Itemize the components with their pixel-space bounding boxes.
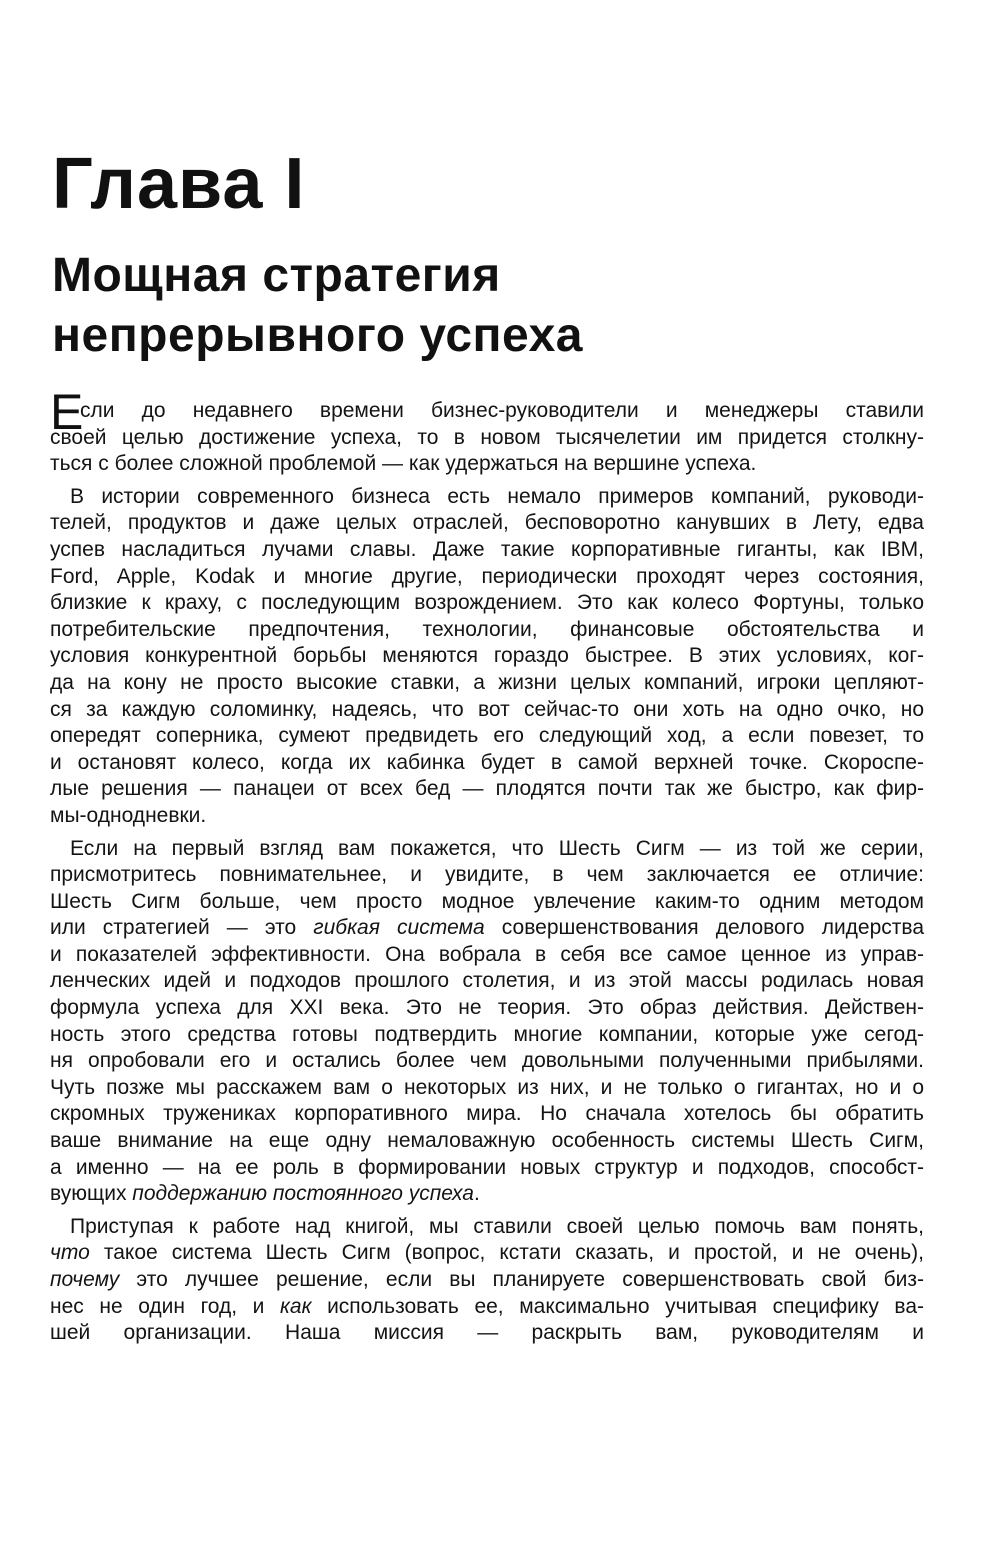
text-line: Чуть позже мы расскажем вам о некоторых из них, и не только о гигантах, но и о: [50, 1075, 924, 1099]
chapter-title-line: непрерывного успеха: [52, 309, 583, 362]
text-line: условия конкурентной борьбы меняются гораздо быстрее. В этих условиях, ког-: [50, 644, 924, 668]
text-line: Шесть Сигм больше, чем просто модное увлечение каким-то одним методом: [50, 889, 924, 913]
text-line: [50, 915, 924, 942]
text-line: да на кону не просто высокие ставки, а жизни целых компаний, игроки цепляют-: [50, 670, 924, 694]
emphasis: почему: [50, 1268, 120, 1291]
paragraph-2: [50, 484, 924, 830]
text-line: Если на первый взгляд вам покажется, что Шесть Сигм — из той же серии,: [70, 836, 924, 860]
text-line: ность этого средства готовы подтвердить многие компании, которые уже сегод-: [50, 1022, 924, 1046]
text-line: В истории современного бизнеса есть немало примеров компаний, руководи-: [70, 484, 924, 508]
text-line: скромных тружениках корпоративного мира. Но сначала хотелось бы обратить: [50, 1102, 924, 1126]
text-line: шей организации. Наша миссия — раскрыть вам, руководителям и: [50, 1321, 924, 1345]
text-line: мы-однодневки.: [50, 803, 207, 827]
text-line: Приступая к работе над книгой, мы ставили своей целью помочь вам понять,: [70, 1214, 924, 1238]
text-run: .: [473, 1182, 480, 1206]
text-run: совершенствования делового лидерства: [484, 916, 925, 940]
text-line: [50, 1240, 924, 1267]
text-run: это лучшее решение, если вы планируете совершенствовать свой биз-: [119, 1268, 924, 1291]
text-line: а именно — на ее роль в формировании новых структур и подходов, способст-: [50, 1155, 924, 1179]
text-line: потребительские предпочтения, технологии, финансовые обстоятельства и: [50, 617, 924, 641]
text-run: использовать ее, максимально учитывая специфику ва-: [311, 1294, 924, 1318]
text-line: лые решения — панацеи от всех бед — плодятся почти так же быстро, как фир-: [50, 777, 924, 801]
text-line: успев насладиться лучами славы. Даже такие корпоративные гиганты, как IBM,: [50, 537, 924, 561]
text-line: и показателей эффективности. Она вобрала в себя все самое ценное из управ-: [50, 942, 924, 966]
paragraph-3: [50, 836, 924, 1208]
text-line: [50, 1267, 924, 1294]
text-line: ленческих идей и подходов прошлого столетия, и из этой массы родилась новая: [50, 969, 924, 993]
drop-cap: Е: [50, 384, 84, 440]
paragraph-4: [50, 1214, 924, 1347]
paragraph-1: [50, 384, 924, 478]
text-line: близкие к краху, с последующим возрождением. Это как колесо Фортуны, только: [50, 591, 924, 615]
text-line: ться с более сложной проблемой — как удержаться на вершине успеха.: [50, 452, 757, 476]
emphasis: что: [50, 1241, 90, 1265]
text-run: такое система Шесть Сигм (вопрос, кстати сказать, и простой, и не очень),: [89, 1241, 924, 1265]
text-line: сли до недавнего времени бизнес-руководители и менеджеры ставили: [80, 399, 924, 422]
emphasis: как: [279, 1294, 312, 1318]
emphasis: гибкая система: [313, 916, 485, 940]
text-line: присмотритесь повнимательнее, и увидите, в чем заключается ее отличие:: [50, 863, 924, 887]
text-run: нес не один год, и: [50, 1294, 280, 1318]
text-line: опередят соперника, сумеют предвидеть его следующий ход, а если повезет, то: [50, 724, 924, 748]
chapter-title: [52, 246, 932, 366]
text-line: и остановят колесо, когда их кабинка будет в самой верхней точке. Скороспе-: [50, 750, 924, 774]
body-text: [50, 384, 925, 1353]
text-line: [50, 1181, 924, 1208]
text-line: Ford, Apple, Kodak и многие другие, периодически проходят через состояния,: [50, 564, 924, 588]
text-line: телей, продуктов и даже целых отраслей, бесповоротно канувших в Лету, едва: [50, 511, 924, 535]
text-line: ваше внимание на еще одну немаловажную особенность системы Шесть Сигм,: [50, 1129, 924, 1153]
text-line: [50, 1294, 924, 1321]
emphasis: поддержанию постоянного успеха: [132, 1182, 474, 1206]
text-run: вующих: [50, 1182, 133, 1206]
text-line: своей целью достижение успеха, то в новом тысячелетии им придется столкну-: [50, 425, 924, 449]
chapter-label: Глава I: [52, 144, 306, 224]
text-line: формула успеха для XXI века. Это не теория. Это образ действия. Действен-: [50, 996, 924, 1020]
text-run: или стратегией — это: [50, 916, 314, 940]
text-line: ся за каждую соломинку, надеясь, что вот сейчас-то они хоть на одно очко, но: [50, 697, 924, 721]
text-line: ня опробовали его и остались более чем довольными полученными прибылями.: [50, 1049, 924, 1073]
chapter-title-line: Мощная стратегия: [52, 249, 501, 302]
